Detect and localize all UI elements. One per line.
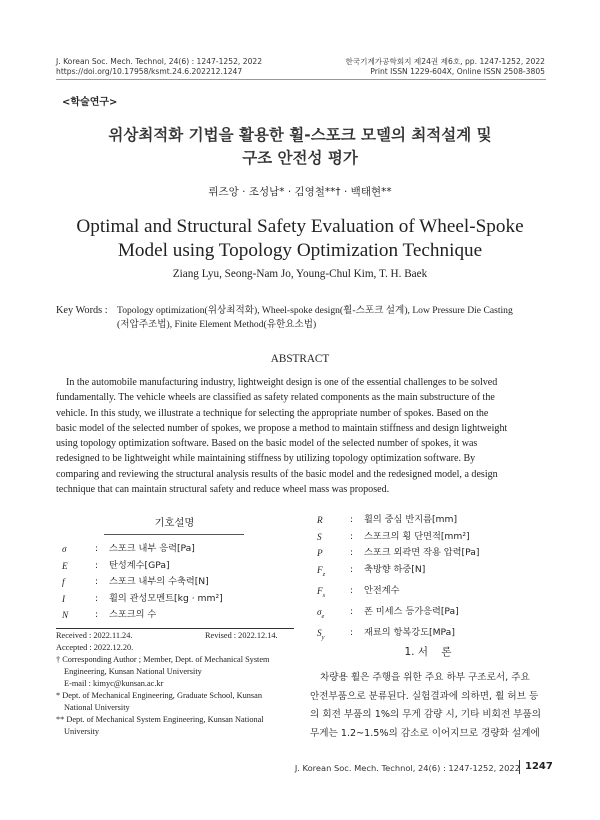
- nomenclature-row: [317, 604, 479, 625]
- nomenclature-colon: :: [350, 530, 354, 542]
- nomenclature-row: [317, 583, 479, 604]
- introduction-line: 의 회전 부품의 1%의 무게 감량 시, 기타 비회전 부품의: [310, 709, 542, 720]
- abstract-heading: ABSTRACT: [270, 353, 330, 365]
- nomenclature-description: 스포크의 횡 단면적[mm²]: [364, 530, 470, 542]
- nomenclature-colon: :: [350, 514, 354, 525]
- nomenclature-row: [317, 545, 479, 562]
- nomenclature-description: 휠의 중심 반지름[mm]: [364, 514, 458, 525]
- nomenclature-left: [62, 541, 223, 624]
- nomenclature-row: [62, 607, 223, 624]
- nomenclature-colon: :: [350, 563, 354, 575]
- accepted-date: Accepted : 2022.12.20.: [56, 643, 134, 652]
- title-en-line2: Model using Topology Optimization Technique: [117, 240, 483, 261]
- authors-kr: 뤼즈앙 · 조성남* · 김영철**† · 백태현**: [208, 186, 392, 198]
- nomenclature-colon: :: [350, 547, 354, 558]
- nomenclature-row: [317, 529, 479, 546]
- title-kr-line1: 위상최적화 기법을 활용한 휠-스포크 모델의 최적설계 및: [108, 126, 492, 144]
- nomenclature-description: 스포크 내부의 수축력[N]: [109, 576, 209, 587]
- nomenclature-row: [62, 541, 223, 558]
- abstract-line: redesigned to be lightweight while maintaining stiffness by utilizing topology optimization software. By: [56, 453, 476, 465]
- doi-link[interactable]: https://doi.org/10.17958/ksmt.24.6.202212.1247: [56, 67, 243, 76]
- nomenclature-description: 스포크 외곽면 작용 압력[Pa]: [364, 547, 480, 558]
- nomenclature-right: [317, 512, 479, 647]
- revised-date: Revised : 2022.12.14.: [205, 631, 278, 640]
- nomenclature-heading: 기호설명: [154, 517, 195, 529]
- footer-citation: J. Korean Soc. Mech. Technol, 24(6) : 1247-1252, 2022: [294, 763, 520, 773]
- nomenclature-colon: :: [95, 592, 99, 604]
- affiliation-note-1: * Dept. of Mechanical Engineering, Graduate School, Kunsan: [56, 691, 262, 700]
- nomenclature-symbol: $F_s$: [317, 585, 326, 599]
- abstract-line: technique that can maintain structural safety and reduce wheel mass was proposed.: [56, 484, 390, 496]
- received-date: Received : 2022.11.24.: [56, 631, 133, 640]
- abstract-line: fundamentally. The vehicle wheels are classified as safety related components as the main substructure of the: [56, 392, 495, 404]
- nomenclature-symbol: P: [317, 548, 323, 558]
- nomenclature-symbol: I: [62, 593, 66, 604]
- nomenclature-colon: :: [350, 584, 354, 596]
- nomenclature-description: 휠의 관성모멘트[kg · mm²]: [109, 592, 223, 604]
- section-heading-introduction: 1. 서 론: [404, 646, 452, 658]
- abstract-line: comparing and reviewing the structural analysis results of the basic model and the redesigned model, a design: [56, 468, 498, 480]
- nomenclature-row: [62, 574, 223, 591]
- abstract-line: In the automobile manufacturing industry, lightweight design is one of the essential challenges to be solved: [66, 377, 498, 388]
- journal-citation-kr: 한국기계가공학회지 제24권 제6호, pp. 1247-1252, 2022: [345, 57, 545, 66]
- nomenclature-symbol: N: [62, 610, 69, 620]
- nomenclature-symbol: E: [62, 560, 68, 571]
- issn-info: Print ISSN 1229-604X, Online ISSN 2508-3805: [370, 67, 545, 76]
- introduction-line: 차량용 휠은 주행을 위한 주요 하부 구조로서, 주요: [320, 672, 530, 683]
- footer-divider: [519, 760, 520, 774]
- abstract-line: using topology optimization software. Based on the basic model of the selected number of spokes, it was: [56, 438, 478, 450]
- nomenclature-symbol: $F_z$: [317, 564, 326, 578]
- nomenclature-description: 안전계수: [364, 584, 400, 596]
- affiliation-note-2-cont: University: [64, 727, 100, 736]
- nomenclature-colon: :: [95, 559, 99, 571]
- nomenclature-colon: :: [95, 609, 99, 620]
- nomenclature-description: 탄성계수[GPa]: [109, 559, 170, 571]
- nomenclature-description: 재료의 항복강도[MPa]: [364, 627, 455, 639]
- nomenclature-symbol: $S_y$: [317, 628, 325, 642]
- journal-citation: J. Korean Soc. Mech. Technol, 24(6) : 1247-1252, 2022: [56, 57, 263, 66]
- abstract-line: vehicle. In this study, we illustrate a technique for selecting the appropriate number of spokes. Based on the: [56, 407, 489, 419]
- nomenclature-row: [62, 591, 223, 608]
- keywords-line1: Topology optimization(위상최적화), Wheel-spoke design(휠-스포크 설계), Low Pressure Die Casting: [117, 305, 513, 316]
- nomenclature-colon: :: [350, 606, 354, 618]
- title-en-line1: Optimal and Structural Safety Evaluation of Wheel-Spoke: [76, 216, 524, 237]
- nomenclature-row: [62, 558, 223, 575]
- corresponding-author: † Corresponding Author ; Member, Dept. of Mechanical System: [56, 655, 270, 664]
- authors-en: Ziang Lyu, Seong-Nam Jo, Young-Chul Kim, T. H. Baek: [172, 268, 428, 280]
- nomenclature-row: [317, 512, 479, 529]
- nomenclature-row: [317, 625, 479, 646]
- article-category: <학술연구>: [62, 97, 118, 108]
- nomenclature-symbol: S: [317, 531, 322, 542]
- affiliation-note-2: ** Dept. of Mechanical System Engineering, Kunsan National: [56, 715, 264, 724]
- abstract-line: basic model of the selected number of spokes, we propose a method to maintain stiffness and design lightweight: [56, 422, 508, 434]
- nomenclature-symbol: $\sigma_e$: [317, 607, 325, 620]
- nomenclature-colon: :: [95, 543, 99, 554]
- introduction-line: 무게는 1.2~1.5%의 감소로 이어지므로 경량화 설계에: [310, 727, 540, 739]
- nomenclature-description: 폰 미세스 등가응력[Pa]: [364, 606, 459, 618]
- introduction-body: [310, 669, 546, 743]
- affiliation-note-1-cont: National University: [64, 703, 130, 712]
- nomenclature-rule: [104, 534, 244, 535]
- corresponding-email[interactable]: E-mail : kimyc@kunsan.ac.kr: [64, 679, 164, 688]
- nomenclature-description: 스포크 내부 응력[Pa]: [109, 543, 195, 554]
- footnote-rule: [56, 628, 294, 629]
- nomenclature-symbol: f: [62, 577, 65, 587]
- nomenclature-colon: :: [95, 576, 99, 587]
- nomenclature-colon: :: [350, 627, 354, 639]
- introduction-line: 안전부품으로 분류된다. 실험결과에 의하면, 휠 허브 등: [310, 690, 539, 702]
- abstract-body: [56, 375, 546, 497]
- nomenclature-description: 축방향 하중[N]: [364, 563, 426, 575]
- nomenclature-symbol: σ: [62, 544, 67, 554]
- header-rule: [56, 79, 546, 80]
- corresponding-affiliation: Engineering, Kunsan National University: [64, 667, 202, 676]
- page-number: 1247: [525, 761, 553, 772]
- nomenclature-symbol: R: [317, 515, 323, 525]
- title-kr-line2: 구조 안전성 평가: [242, 149, 358, 167]
- keywords-label: Key Words :: [56, 305, 108, 316]
- keywords-line2: (저압주조법), Finite Element Method(유한요소법): [117, 319, 317, 330]
- nomenclature-description: 스포크의 수: [109, 609, 157, 620]
- nomenclature-row: [317, 562, 479, 583]
